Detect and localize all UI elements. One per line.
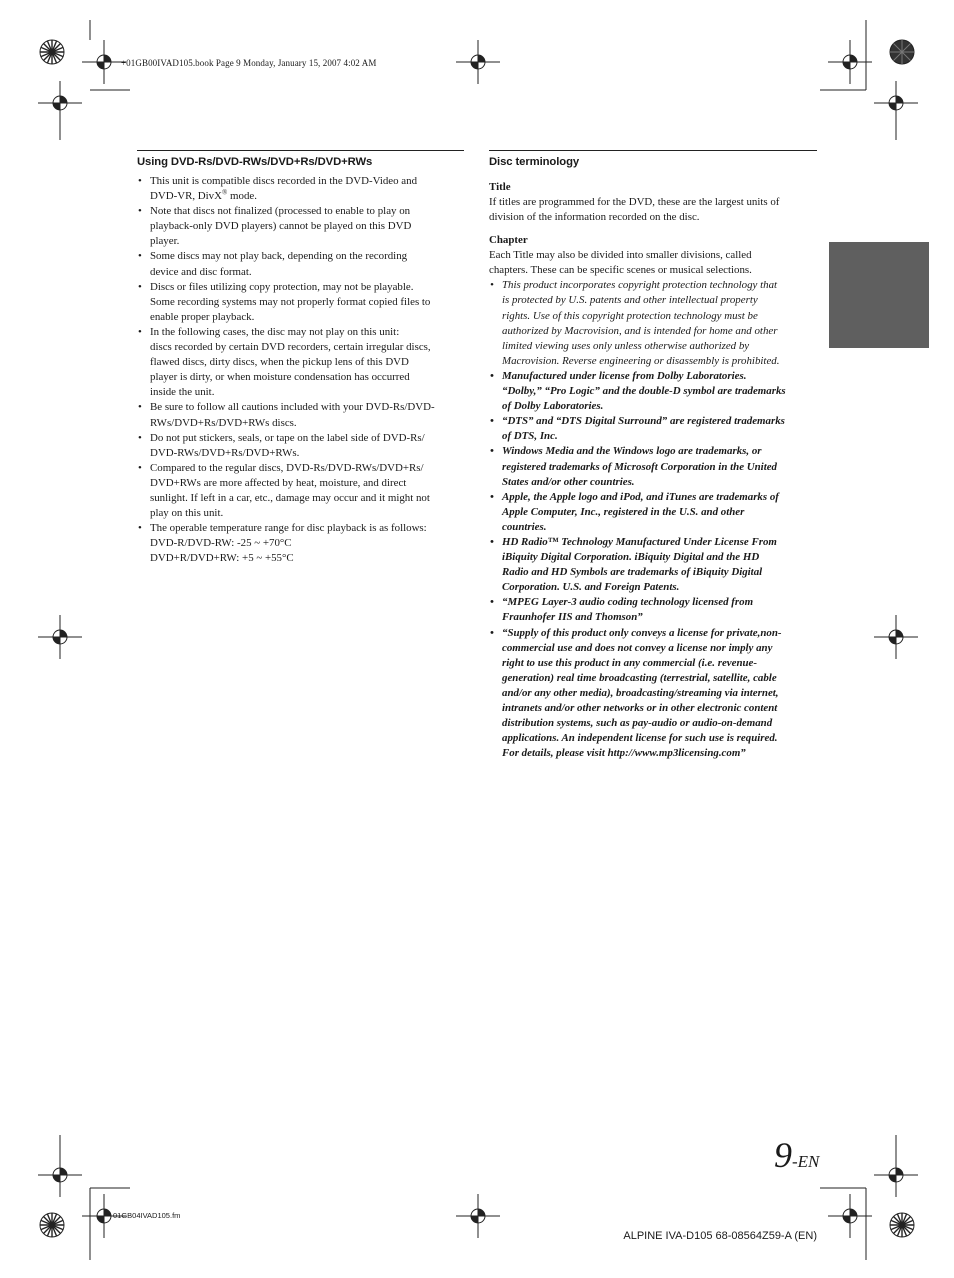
- text-line: device and disc format.: [150, 265, 252, 278]
- text-line: applications. An independent license for such use is required.: [502, 732, 778, 745]
- text-line: rights. Use of this copyright protection technology must be: [502, 309, 758, 322]
- right-column: [489, 150, 817, 761]
- starburst-icon: [40, 40, 64, 64]
- text-line: commercial use and does not convey a license nor imply any: [502, 641, 773, 654]
- text-line: Discs or files utilizing copy protection, may not be playable.: [150, 280, 414, 293]
- list-item: [137, 461, 464, 521]
- crosshair-icon: [82, 40, 126, 84]
- list-item: [489, 414, 817, 444]
- list-item: [137, 400, 464, 430]
- text-line: Apple, the Apple logo and iPod, and iTunes are trademarks of: [502, 490, 779, 503]
- section-rule: [489, 150, 817, 151]
- text-line: and/or any other media), broadcasting/streaming via internet,: [502, 686, 779, 699]
- text-line: Macrovision. Reverse engineering or disassembly is prohibited.: [502, 354, 780, 367]
- text-line: Some recording systems may not properly format copied files to: [150, 295, 431, 308]
- footer-file-name: 01GB04IVAD105.fm: [113, 1211, 181, 1220]
- registered-mark: ®: [222, 188, 228, 197]
- text-line: Corporation. U.S. and Foreign Patents.: [502, 581, 680, 594]
- crosshair-icon: [828, 40, 872, 84]
- list-item: [137, 325, 464, 400]
- text-line: The operable temperature range for disc playback is as follows:: [150, 522, 427, 535]
- title-description: [489, 195, 817, 225]
- page-number: 9-EN: [774, 1135, 820, 1175]
- starburst-icon: [40, 1213, 64, 1237]
- text-line: For details, please visit http://www.mp3licensing.com”: [502, 747, 746, 760]
- text-line: registered trademarks of Microsoft Corporation in the United: [502, 460, 778, 473]
- section-title-disc-terminology: Disc terminology: [489, 156, 580, 168]
- text-line: In the following cases, the disc may not play on this unit:: [150, 325, 400, 338]
- text-line: “Supply of this product only conveys a license for private,non-: [502, 626, 782, 639]
- list-item: [137, 521, 464, 566]
- list-item: [489, 444, 817, 489]
- text-line: of Dolby Laboratories.: [502, 400, 604, 413]
- text-line: States and/or other countries.: [502, 475, 635, 488]
- text-line: flawed discs, dirty discs, when the pickup lens of this DVD: [150, 356, 409, 369]
- chapter-description: [489, 248, 817, 278]
- text-line: generation) real time broadcasting (terrestrial, satellite, cable: [502, 671, 777, 684]
- text-line: is protected by U.S. patents and other intellectual property: [502, 294, 758, 307]
- crosshair-icon: [456, 1194, 500, 1238]
- text-line: of DTS, Inc.: [502, 430, 558, 443]
- text-line: Be sure to follow all cautions included with your DVD-Rs/DVD-: [150, 401, 435, 414]
- text-line: chapters. These can be specific scenes or musical selections.: [489, 264, 752, 277]
- text-line: Fraunhofer IIS and Thomson”: [502, 611, 643, 624]
- subheading-chapter: Chapter: [489, 234, 528, 247]
- dvd-disc-notes-list: [137, 174, 464, 566]
- list-item: [137, 280, 464, 325]
- section-rule: [137, 150, 464, 151]
- text-line: right to use this product in any commercial (i.e. revenue-: [502, 656, 758, 669]
- text-line: Some discs may not play back, depending on the recording: [150, 250, 408, 263]
- text-line: “Dolby,” “Pro Logic” and the double-D symbol are trademarks: [502, 385, 786, 398]
- text-line: “DTS” and “DTS Digital Surround” are registered trademarks: [502, 415, 785, 428]
- text-line: playback-only DVD players) cannot be played on this DVD: [150, 220, 412, 233]
- text-line: RWs/DVD+Rs/DVD+RWs discs.: [150, 416, 297, 429]
- text-line: Manufactured under license from Dolby Laboratories.: [502, 369, 747, 382]
- text-line: DVD+R/DVD+RW: +5 ~ +55°C: [150, 552, 294, 565]
- trademark-notice-list: [489, 369, 817, 761]
- text-line: iBiquity Digital Corporation. iBiquity Digital and the HD: [502, 551, 760, 564]
- crosshair-icon: [456, 40, 500, 84]
- text-line: discs recorded by certain DVD recorders, certain irregular discs,: [150, 341, 431, 354]
- section-title-dvd-discs: Using DVD-Rs/DVD-RWs/DVD+Rs/DVD+RWs: [137, 156, 373, 168]
- book-header: +01GB00IVAD105.book Page 9 Monday, January 15, 2007 4:02 AM: [121, 58, 377, 68]
- text-line: DVD-R/DVD-RW: -25 ~ +70°C: [150, 537, 292, 550]
- text-line: DVD+RWs are more affected by heat, moisture, and direct: [150, 476, 407, 489]
- crosshair-icon: [38, 615, 82, 659]
- crosshair-icon: [828, 1194, 872, 1238]
- text-line: Compared to the regular discs, DVD-Rs/DVD-RWs/DVD+Rs/: [150, 461, 424, 474]
- list-item: [489, 369, 817, 414]
- text-line: “MPEG Layer-3 audio coding technology licensed from: [502, 596, 754, 609]
- list-item: [137, 431, 464, 461]
- text-line: division of the information recorded on the disc.: [489, 211, 700, 224]
- text-line: limited viewing uses only unless otherwise authorized by: [502, 339, 750, 352]
- text-line: authorized by Macrovision, and is intended for home and other: [502, 324, 778, 337]
- list-item: [489, 535, 817, 595]
- text-line: HD Radio™ Technology Manufactured Under License From: [502, 535, 777, 548]
- text-line: inside the unit.: [150, 386, 215, 399]
- list-item: [489, 626, 817, 762]
- text-line: distribution systems, such as pay-audio or audio-on-demand: [502, 717, 773, 730]
- text-line: DVD-VR, DivX: [150, 190, 222, 203]
- text-line: Each Title may also be divided into smaller divisions, called: [489, 249, 752, 262]
- list-item: [489, 595, 817, 625]
- text-line: This unit is compatible discs recorded in the DVD-Video and: [150, 175, 418, 187]
- starburst-icon: [890, 1213, 914, 1237]
- subheading-title: Title: [489, 181, 511, 193]
- text-line: intranets and/or other networks or in other electronic content: [502, 702, 778, 714]
- text-line: player.: [150, 235, 180, 248]
- text-line: Apple Computer, Inc., registered in the U.S. and other: [502, 505, 745, 518]
- text-line: If titles are programmed for the DVD, these are the largest units of: [489, 196, 780, 208]
- left-column: [137, 150, 464, 566]
- text-line: DVD-RWs/DVD+Rs/DVD+RWs.: [150, 446, 300, 459]
- text-line: mode.: [227, 190, 257, 203]
- text-line: Do not put stickers, seals, or tape on the label side of DVD-Rs/: [150, 431, 425, 444]
- list-item: [137, 204, 464, 249]
- starburst-icon: [890, 40, 914, 64]
- list-item: [137, 249, 464, 279]
- text-line: play on this unit.: [150, 507, 224, 520]
- copyright-notice-list: [489, 278, 817, 369]
- text-line: Radio and HD Symbols are trademarks of iBiquity Digital: [502, 566, 763, 579]
- text-line: Windows Media and the Windows logo are trademarks, or: [502, 445, 762, 458]
- list-item: [137, 174, 464, 204]
- text-line: sunlight. If left in a car, etc., damage may occur and it might not: [150, 491, 430, 504]
- list-item: [489, 278, 817, 369]
- text-line: player is dirty, or when moisture condensation has occurred: [150, 371, 410, 384]
- chapter-tab: [829, 242, 929, 348]
- text-line: This product incorporates copyright protection technology that: [502, 279, 778, 292]
- text-line: enable proper playback.: [150, 310, 255, 323]
- text-line: Note that discs not finalized (processed to enable to play on: [150, 205, 411, 218]
- list-item: [489, 490, 817, 535]
- footer-model-line: ALPINE IVA-D105 68-08564Z59-A (EN): [623, 1230, 817, 1242]
- crosshair-icon: [874, 615, 918, 659]
- text-line: countries.: [502, 520, 547, 533]
